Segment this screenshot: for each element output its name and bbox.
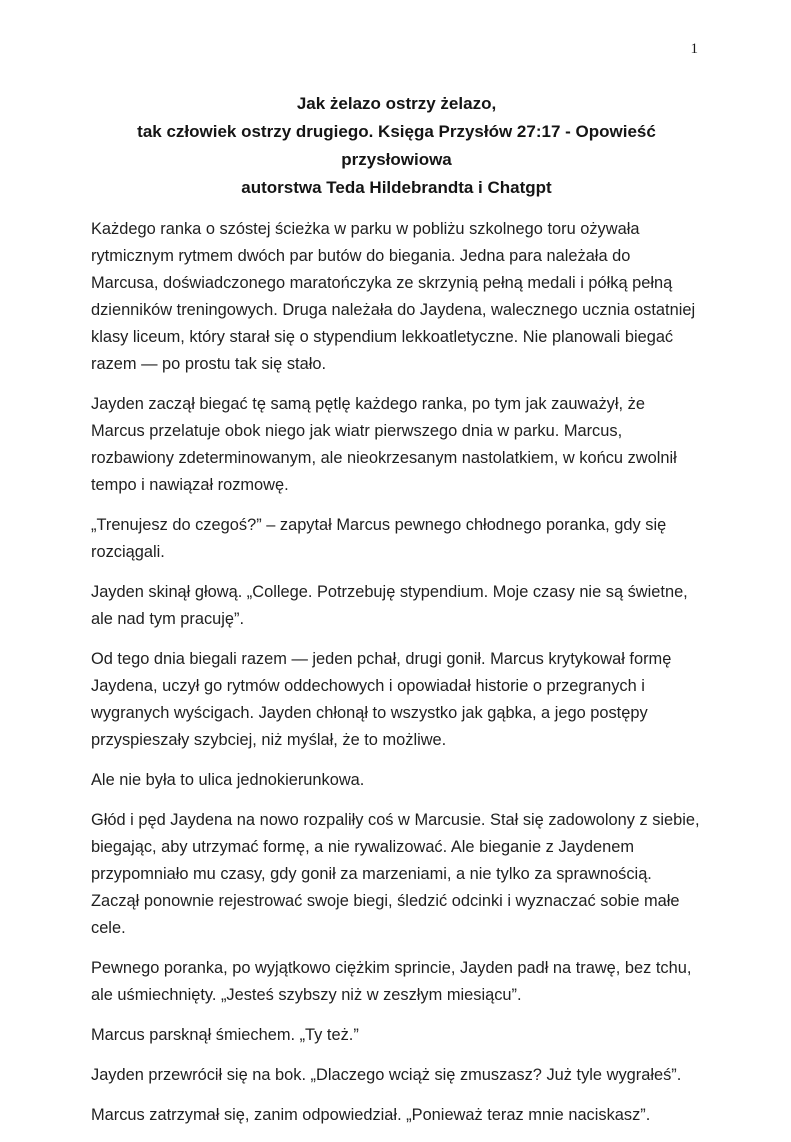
paragraph: Jayden skinął głową. „College. Potrzebuję stypendium. Moje czasy nie są świetne, ale nad tym pracuję”. (91, 583, 688, 628)
paragraph: Każdego ranka o szóstej ścieżka w parku w pobliżu szkolnego toru ożywała rytmicznym rytmem dwóch par butów do biegania. Jedna para należała do Marcusa, doświadczonego maratończyka ze skrzynią pełną medali i półką pełną dzienników treningowych. Druga należała do Jaydena, walecznego ucznia ostatniej klasy liceum, który starał się o stypendium lekkoatletyczne. Nie planowali biegać razem — po prostu tak się stało. (91, 220, 696, 373)
document-title-line-1: Jak żelazo ostrzy żelazo, (296, 94, 497, 113)
document-content (91, 88, 702, 1142)
paragraph: Jayden zaczął biegać tę samą pętlę każdego ranka, po tym jak zauważył, że Marcus przelatuje obok niego jak wiatr pierwszego dnia w parku. Marcus, rozbawiony zdeterminowanym, ale nieokrzesanym nastolatkiem, w końcu zwolnił tempo i nawiązał rozmowę. (91, 395, 677, 494)
document-title (91, 90, 702, 202)
paragraph: Ale nie była to ulica jednokierunkowa. (91, 771, 365, 789)
paragraph: Pewnego poranka, po wyjątkowo ciężkim sprincie, Jayden padł na trawę, bez tchu, ale uśmiechnięty. „Jesteś szybszy niż w zeszłym miesiącu”. (91, 959, 692, 1004)
paragraph: Marcus zatrzymał się, zanim odpowiedział. „Ponieważ teraz mnie naciskasz”. (91, 1106, 651, 1124)
page-number: 1 (690, 41, 698, 57)
paragraph: Głód i pęd Jaydena na nowo rozpaliły coś w Marcusie. Stał się zadowolony z siebie, biegając, aby utrzymać formę, a nie rywalizować. Ale bieganie z Jaydenem przypomniało mu czasy, gdy gonił za marzeniami, a nie tylko za sprawnością. Zaczął ponownie rejestrować swoje biegi, śledzić odcinki i wyznaczać sobie małe cele. (91, 811, 700, 937)
paragraph: Od tego dnia biegali razem — jeden pchał, drugi gonił. Marcus krytykował formę Jaydena, uczył go rytmów oddechowych i opowiadał historie o przegranych i wygranych wyścigach. Jayden chłonął to wszystko jak gąbka, a jego postępy przyspieszały szybciej, niż myślał, że to możliwe. (91, 650, 672, 749)
paragraph: Marcus parsknął śmiechem. „Ty też.” (91, 1026, 359, 1044)
paragraph: „Trenujesz do czegoś?” – zapytał Marcus pewnego chłodnego poranka, gdy się rozciągali. (91, 516, 667, 561)
document-title-line-3: autorstwa Teda Hildebrandta i Chatgpt (241, 178, 552, 197)
document-title-line-2: tak człowiek ostrzy drugiego. Księga Przysłów 27:17 - Opowieść przysłowiowa (137, 122, 656, 169)
paragraph: Jayden przewrócił się na bok. „Dlaczego wciąż się zmuszasz? Już tyle wygrałeś”. (91, 1066, 682, 1084)
